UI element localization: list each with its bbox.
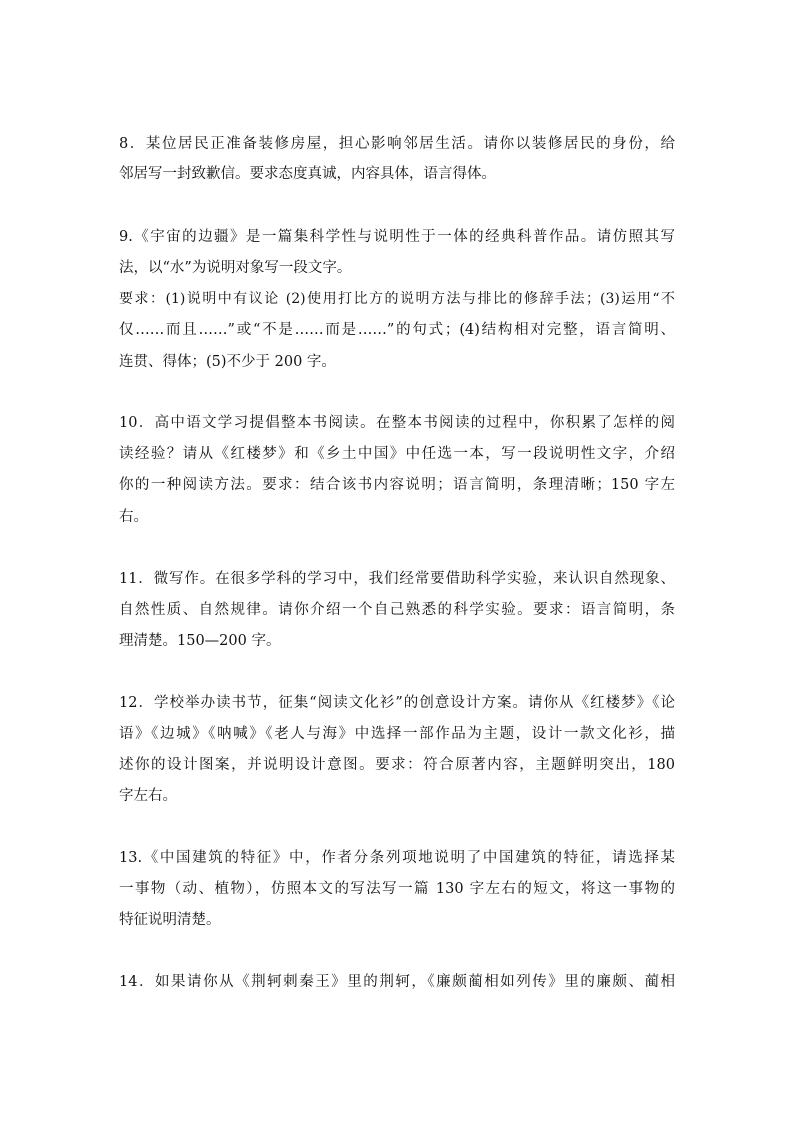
question-13-line-3: 特征说明清楚。: [119, 912, 221, 928]
question-8-line-2: 邻居写一封致歉信。要求态度真诚，内容具体，语言得体。: [119, 166, 496, 182]
question-13-line-1: 13.《中国建筑的特征》中，作者分条列项地说明了中国建筑的特征，请选择某: [119, 850, 675, 866]
question-9-line-5: 连贯、得体；(5)不少于 200 字。: [119, 354, 336, 370]
question-9-line-3: 要求：(1)说明中有议论 (2)使用打比方的说明方法与排比的修辞手法；(3)运用“不: [119, 291, 675, 307]
question-10-line-3: 你的一种阅读方法。要求：结合该书内容说明；语言简明，条理清晰；150 字左: [119, 477, 675, 493]
question-9-line-4: 仅……而且……”或“不是……而是……”的句式；(4)结构相对完整，语言简明、: [119, 322, 675, 338]
question-8-line-1: 8．某位居民正准备装修房屋，担心影响邻居生活。请你以装修居民的身份，给: [119, 136, 675, 152]
question-10-line-1: 10．高中语文学习提倡整本书阅读。在整本书阅读的过程中，你积累了怎样的阅: [119, 415, 675, 431]
question-11-line-3: 理清楚。150—200 字。: [119, 633, 281, 649]
question-9-line-2: 法，以“水”为说明对象写一段文字。: [119, 260, 352, 276]
question-10-line-4: 右。: [119, 509, 148, 525]
question-11-line-2: 自然性质、自然规律。请你介绍一个自己熟悉的科学实验。要求：语言简明，条: [119, 602, 675, 618]
question-9-line-1: 9.《宇宙的边疆》是一篇集科学性与说明性于一体的经典科普作品。请仿照其写: [119, 229, 675, 245]
question-12-line-4: 字左右。: [119, 788, 177, 804]
question-12-line-1: 12．学校举办读书节，征集“阅读文化衫”的创意设计方案。请你从《红楼梦》《论: [119, 695, 675, 711]
question-12-line-3: 述你的设计图案，并说明设计意图。要求：符合原著内容，主题鲜明突出，180: [119, 757, 675, 773]
question-12-line-2: 语》《边城》《呐喊》《老人与海》中选择一部作品为主题，设计一款文化衫，描: [119, 726, 675, 742]
question-14-line-1: 14．如果请你从《荆轲刺秦王》里的荆轲，《廉颇蔺相如列传》里的廉颇、蔺相: [119, 974, 675, 990]
question-13-line-2: 一事物（动、植物），仿照本文的写法写一篇 130 字左右的短文，将这一事物的: [119, 881, 675, 897]
question-10-line-2: 读经验？请从《红楼梦》和《乡土中国》中任选一本，写一段说明性文字，介绍: [119, 446, 675, 462]
question-11-line-1: 11．微写作。在很多学科的学习中，我们经常要借助科学实验，来认识自然现象、: [119, 571, 675, 587]
